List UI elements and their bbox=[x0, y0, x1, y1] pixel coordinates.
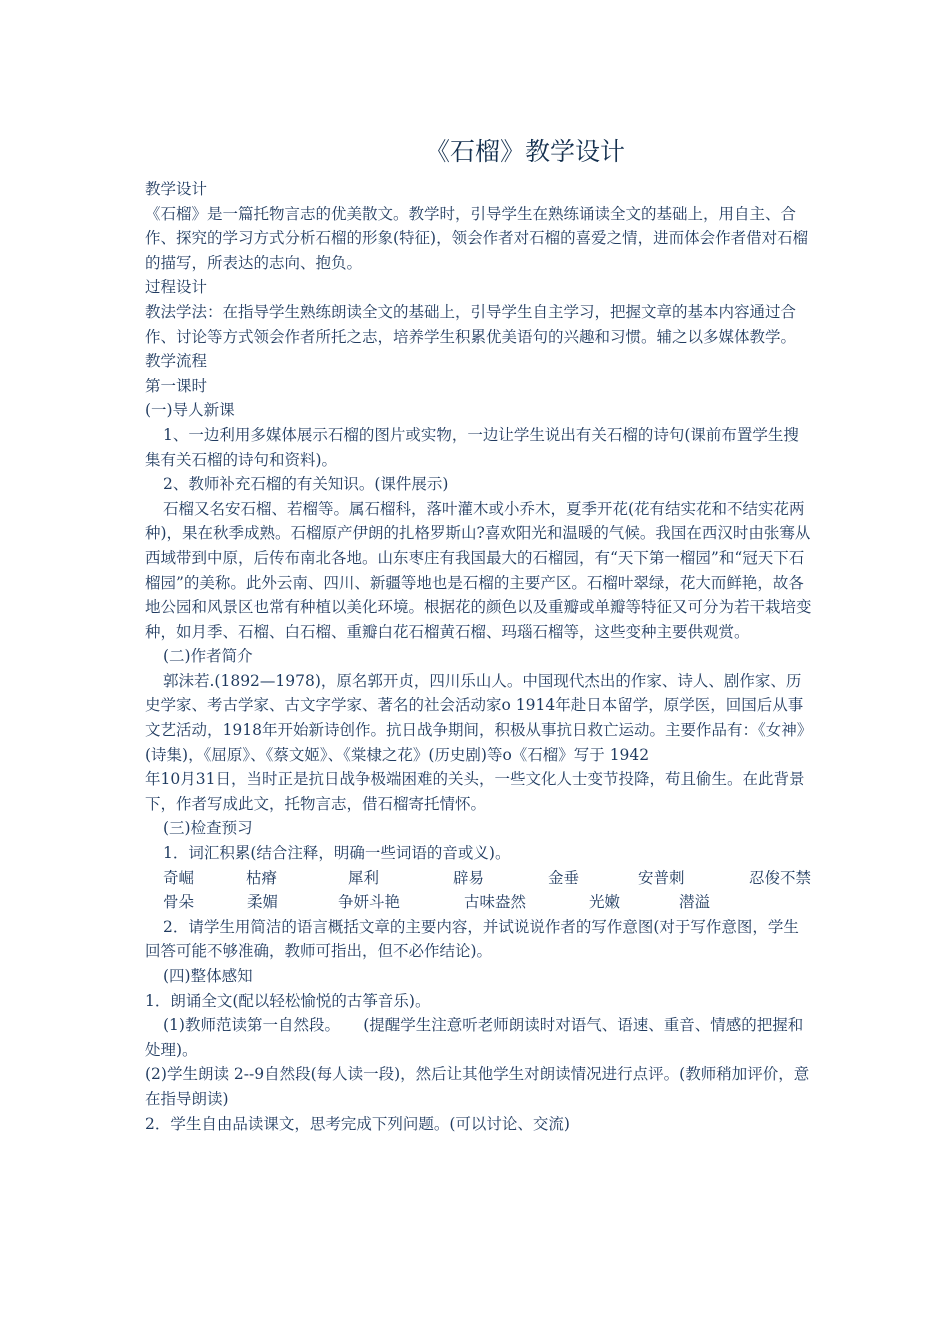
section-heading-flow: 教学流程 bbox=[145, 352, 208, 371]
vocab-word: 骨朵 bbox=[163, 893, 195, 912]
vocab-word: 光嫩 bbox=[589, 893, 621, 912]
subsection-heading-intro: (一)导人新课 bbox=[145, 401, 235, 420]
document-body bbox=[145, 177, 813, 1136]
vocab-word: 柔媚 bbox=[247, 893, 279, 912]
section-heading-process: 过程设计 bbox=[145, 278, 208, 297]
vocab-word: 犀利 bbox=[348, 868, 380, 887]
intro-paragraph: 《石榴》是一篇托物言志的优美散文。教学时，引导学生在熟练诵读全文的基础上，用自主、合作、探究的学习方式分析石榴的形象(特征)，领会作者对石榴的喜爱之情，进而体会作者借对石榴的描写，所表达的志向、抱负。 bbox=[145, 204, 809, 272]
subsection-heading-overall: (四)整体感知 bbox=[163, 967, 253, 985]
pomegranate-knowledge: 石榴又名安石榴、若榴等。属石榴科，落叶灌木或小乔木，夏季开花(花有结实花和不结实花两种)，果在秋季成熟。石榴原产伊朗的扎格罗斯山?喜欢阳光和温暖的气候。我国在西汉时由张骞从西域带到中原，后传布南北各地。山东枣庄有我国最大的石榴园，有“天下第一榴园”和“冠天下石榴园”的美称。此外云南、四川、新疆等地也是石榴的主要产区。石榴叶翠绿，花大而鲜艳，故各地公园和风景区也常有种植以美化环境。根据花的颜色以及重瓣或单瓣等特征又可分为若干栽培变种，如月季、石榴、白石榴、重瓣白花石榴黄石榴、玛瑙石榴等，这些变种主要供观赏。 bbox=[145, 499, 812, 641]
subsection-heading-preview: (三)检查预习 bbox=[163, 819, 253, 838]
vocab-word: 忍俊不禁 bbox=[749, 868, 812, 887]
vocab-word: 古味盎然 bbox=[464, 893, 527, 912]
vocab-word: 潜溢 bbox=[679, 893, 711, 912]
vocab-word: 辟易 bbox=[453, 868, 485, 887]
vocab-row-2 bbox=[145, 890, 813, 915]
summary-instruction: 2．请学生用简洁的语言概括文章的主要内容，并试说说作者的写作意图(对于写作意图，学生回答可能不够准确，教师可指出，但不必作结论)。 bbox=[145, 917, 799, 961]
reading-step-1-2: (2)学生朗读 2--9自然段(每人读一段)，然后让其他学生对朗读情况进行点评。(教师稍加评价，意在指导朗读) bbox=[145, 1065, 810, 1108]
reading-step-1-1: (1)教师范读第一自然段。 (提醒学生注意听老师朗读时对语气、语速、重音、情感的把握和处理)。 bbox=[145, 1016, 804, 1059]
vocab-word: 安普刺 bbox=[638, 868, 685, 887]
vocab-word: 枯瘠 bbox=[246, 868, 278, 887]
page-title: 《石榴》教学设计 bbox=[424, 137, 625, 166]
lesson-heading: 第一课时 bbox=[145, 376, 208, 395]
subsection-heading-author: (二)作者简介 bbox=[163, 647, 253, 666]
vocab-instruction: 1．词汇积累(结合注释，明确一些词语的音或义)。 bbox=[163, 844, 511, 863]
author-bio-continued: 年10月31日，当时正是抗日战争极端困难的关头，一些文化人士变节投降，苟且偷生。在此背景下，作者写成此文，托物言志，借石榴寄托情怀。 bbox=[145, 770, 805, 813]
vocab-row-1 bbox=[145, 866, 813, 891]
vocab-word: 金垂 bbox=[548, 868, 580, 887]
reading-step-1: 1．朗诵全文(配以轻松愉悦的古筝音乐)。 bbox=[145, 991, 431, 1010]
intro-step-1: 1、一边利用多媒体展示石榴的图片或实物，一边让学生说出有关石榴的诗句(课前布置学生搜集有关石榴的诗句和资料)。 bbox=[145, 425, 799, 469]
method-paragraph: 教法学法：在指导学生熟练朗读全文的基础上，引导学生自主学习，把握文章的基本内容通过合作、讨论等方式领会作者所托之志，培养学生积累优美语句的兴趣和习惯。辅之以多媒体教学。 bbox=[145, 302, 797, 346]
vocab-word: 争妍斗艳 bbox=[338, 893, 401, 912]
vocab-word: 奇崛 bbox=[163, 868, 195, 887]
section-heading-teaching-design: 教学设计 bbox=[145, 180, 208, 198]
reading-step-2: 2．学生自由品读课文，思考完成下列问题。(可以讨论、交流) bbox=[145, 1114, 570, 1133]
intro-step-2: 2、教师补充石榴的有关知识。(课件展示) bbox=[163, 475, 449, 494]
author-bio: 郭沫若.(1892—1978)，原名郭开贞，四川乐山人。中国现代杰出的作家、诗人、剧作家、历史学家、考古学家、古文字学家、著名的社会活动家o 1914年赴日本留学，原学医，回国后从事文艺活动，1918年开始新诗创作。抗日战争期间，积极从事抗日救亡运动。主要作品有：《女神》(诗集)，《屈原》、《蔡文姬》、《棠棣之花》(历史剧)等o《石榴》写于 1942 bbox=[145, 671, 813, 764]
